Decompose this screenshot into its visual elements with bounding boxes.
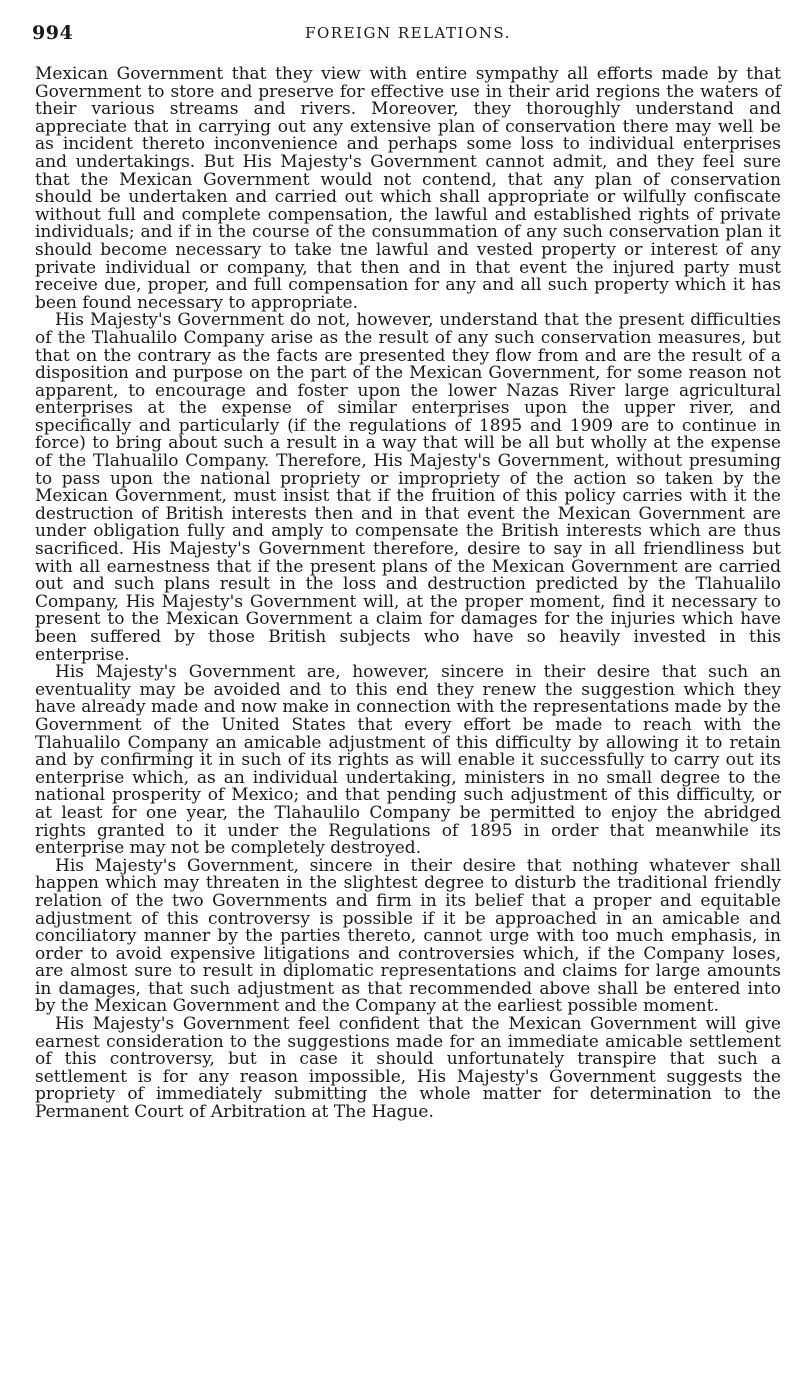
page-number: 994 — [32, 22, 74, 44]
running-title: FOREIGN RELATIONS. — [305, 24, 511, 42]
body-text — [35, 66, 781, 1122]
paragraph: His Majesty's Government do not, however, understand that the present difficulties of the Tlahualilo Company arise as the result of any such conservation measures, but that on the contrary as the facts are presented they flow from and are the result of a disposition and purpose on the part of the Mexican Government, for some reason not apparent, to encourage and foster upon the lower Nazas River large agricultural enterprises at the expense of similar enterprises upon the upper river, and specifically and particularly (if the regulations of 1895 and 1909 are to continue in force) to bring about such a result in a way that will be all but wholly at the expense of the Tlahualilo Company. Therefore, His Majesty's Government, without presuming to pass upon the national propriety or impropriety of the action so taken by the Mexican Government, must insist that if the fruition of this policy carries with it the destruction of British interests then and in that event the Mexican Government are under obligation fully and amply to compensate the British interests which are thus sacrificed. His Majesty's Government therefore, desire to say in all friendliness but with all earnestness that if the present plans of the Mexican Government are carried out and such plans result in the loss and destruction predicted by the Tlahualilo Company, His Majesty's Government will, at the proper moment, find it necessary to present to the Mexican Government a claim for damages for the injuries which have been suffered by those British subjects who have so heavily invested in this enterprise. — [35, 310, 781, 665]
paragraph: His Majesty's Government, sincere in their desire that nothing whatever shall happen which may threaten in the slightest degree to disturb the traditional friendly relation of the two Governments and firm in its belief that a proper and equitable adjustment of this controversy is possible if it be approached in an amicable and conciliatory manner by the parties thereto, cannot urge with too much emphasis, in order to avoid expensive litigations and controversies which, if the Company loses, are almost sure to result in diplomatic representations and claims for large amounts in damages, that such adjustment as that recommended above shall be entered into by the Mexican Government and the Company at the earliest possible moment. — [35, 855, 781, 1017]
page-header — [32, 22, 784, 52]
paragraph-continued: Mexican Government that they view with entire sympathy all efforts made by that Government to store and preserve for effective use in their arid regions the waters of their various streams and rivers. Moreover, they thoroughly understand and appreciate that in carrying out any extensive plan of conservation there may well be as incident thereto inconvenience and perhaps some loss to individual enterprises and undertakings. But His Majesty's Government cannot admit, and they feel sure that the Mexican Government would not contend, that any plan of conservation should be undertaken and carried out which shall appropriate or wilfully confiscate without full and complete compensation, the lawful and established rights of private individuals; and if in the course of the consummation of any such conservation plan it should become necessary to take tne lawful and vested property or interest of any private individual or company, that then and in that event the injured party must receive due, proper, and full compensation for any and all such property which it has been found necessary to appropriate. — [35, 64, 781, 313]
paragraph: His Majesty's Government are, however, sincere in their desire that such an eventuality may be avoided and to this end they renew the suggestion which they have already made and now make in connection with the representations made by the Government of the United States that every effort be made to reach with the Tlahualilo Company an amicable adjustment of this difficulty by allowing it to retain and by confirming it in such of its rights as will enable it successfully to carry out its enterprise which, as an individual undertaking, ministers in no small degree to the national prosperity of Mexico; and that pending such adjustment of this difficulty, or at least for one year, the Tlahaulilo Company be permitted to enjoy the abridged rights granted to it under the Regulations of 1895 in order that meanwhile its enterprise may not be completely destroyed. — [35, 662, 781, 859]
paragraph: His Majesty's Government feel confident that the Mexican Government will give earnest consideration to the suggestions made for an immediate amicable settlement of this controversy, but in case it should unfortunately transpire that such a settlement is for any reason impossible, His Majesty's Government suggests the propriety of immediately submitting the whole matter for determination to the Permanent Court of Arbitration at The Hague. — [35, 1014, 781, 1123]
